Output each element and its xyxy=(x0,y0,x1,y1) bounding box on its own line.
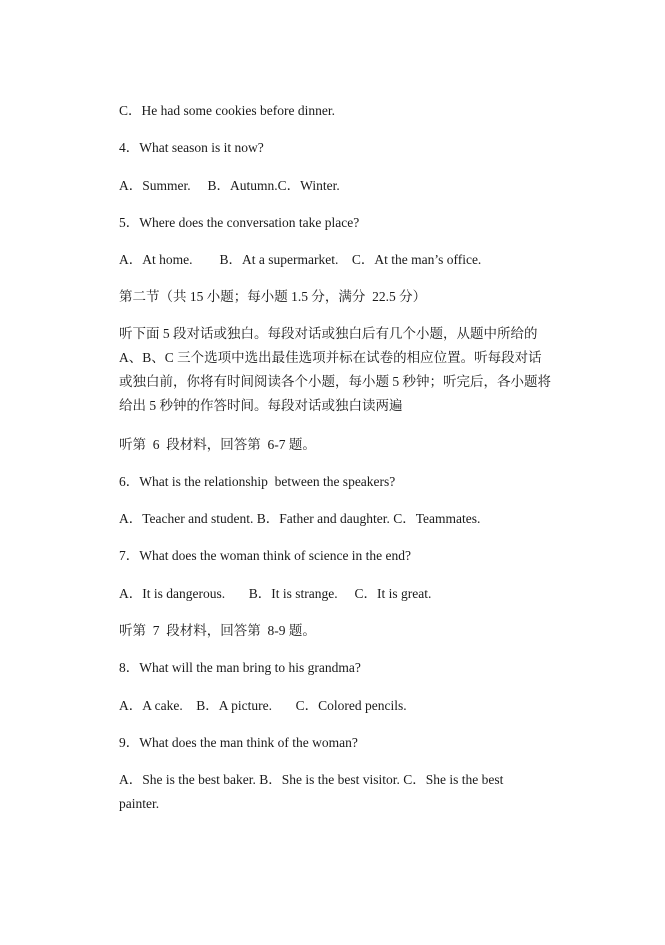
question-6-options: A．Teacher and student. B．Father and daughter. C．Teammates. xyxy=(119,511,481,526)
question-8-options: A．A cake. B．A picture. C．Colored pencils. xyxy=(119,698,407,713)
question-7: 7．What does the woman think of science in the end? xyxy=(119,548,412,563)
section-2-heading: 第二节（共 15 小题；每小题 1.5 分，满分 22.5 分） xyxy=(119,289,427,304)
material-6-heading: 听第 6 段材料，回答第 6-7 题。 xyxy=(119,437,316,452)
question-9: 9．What does the man think of the woman? xyxy=(119,735,358,750)
question-6: 6．What is the relationship between the speakers? xyxy=(119,474,396,489)
section-2-instructions: 听下面 5 段对话或独白。每段对话或独白后有几个小题，从题中所给的 A、B、C 三个选项中选出最佳选项并标在试卷的相应位置。听每段对话或独白前，你将有时间阅读各个小题，每小题 5 秒钟；听完后，各小题将给出 5 秒钟的作答时间。每段对话或独白读两遍 xyxy=(119,326,551,413)
question-4-options: A．Summer. B．Autumn.C．Winter. xyxy=(119,178,340,193)
question-9-options: A．She is the best baker. B．She is the best visitor. C．She is the best painter. xyxy=(119,772,504,811)
question-5-options: A．At home. B．At a supermarket. C．At the man’s office. xyxy=(119,252,482,267)
question-8: 8．What will the man bring to his grandma? xyxy=(119,660,361,675)
question-4: 4．What season is it now? xyxy=(119,140,264,155)
question-3-option-c: C．He had some cookies before dinner. xyxy=(119,103,335,118)
material-7-heading: 听第 7 段材料，回答第 8-9 题。 xyxy=(119,623,316,638)
question-5: 5．Where does the conversation take place? xyxy=(119,215,360,230)
question-7-options: A．It is dangerous. B．It is strange. C．It is great. xyxy=(119,586,432,601)
